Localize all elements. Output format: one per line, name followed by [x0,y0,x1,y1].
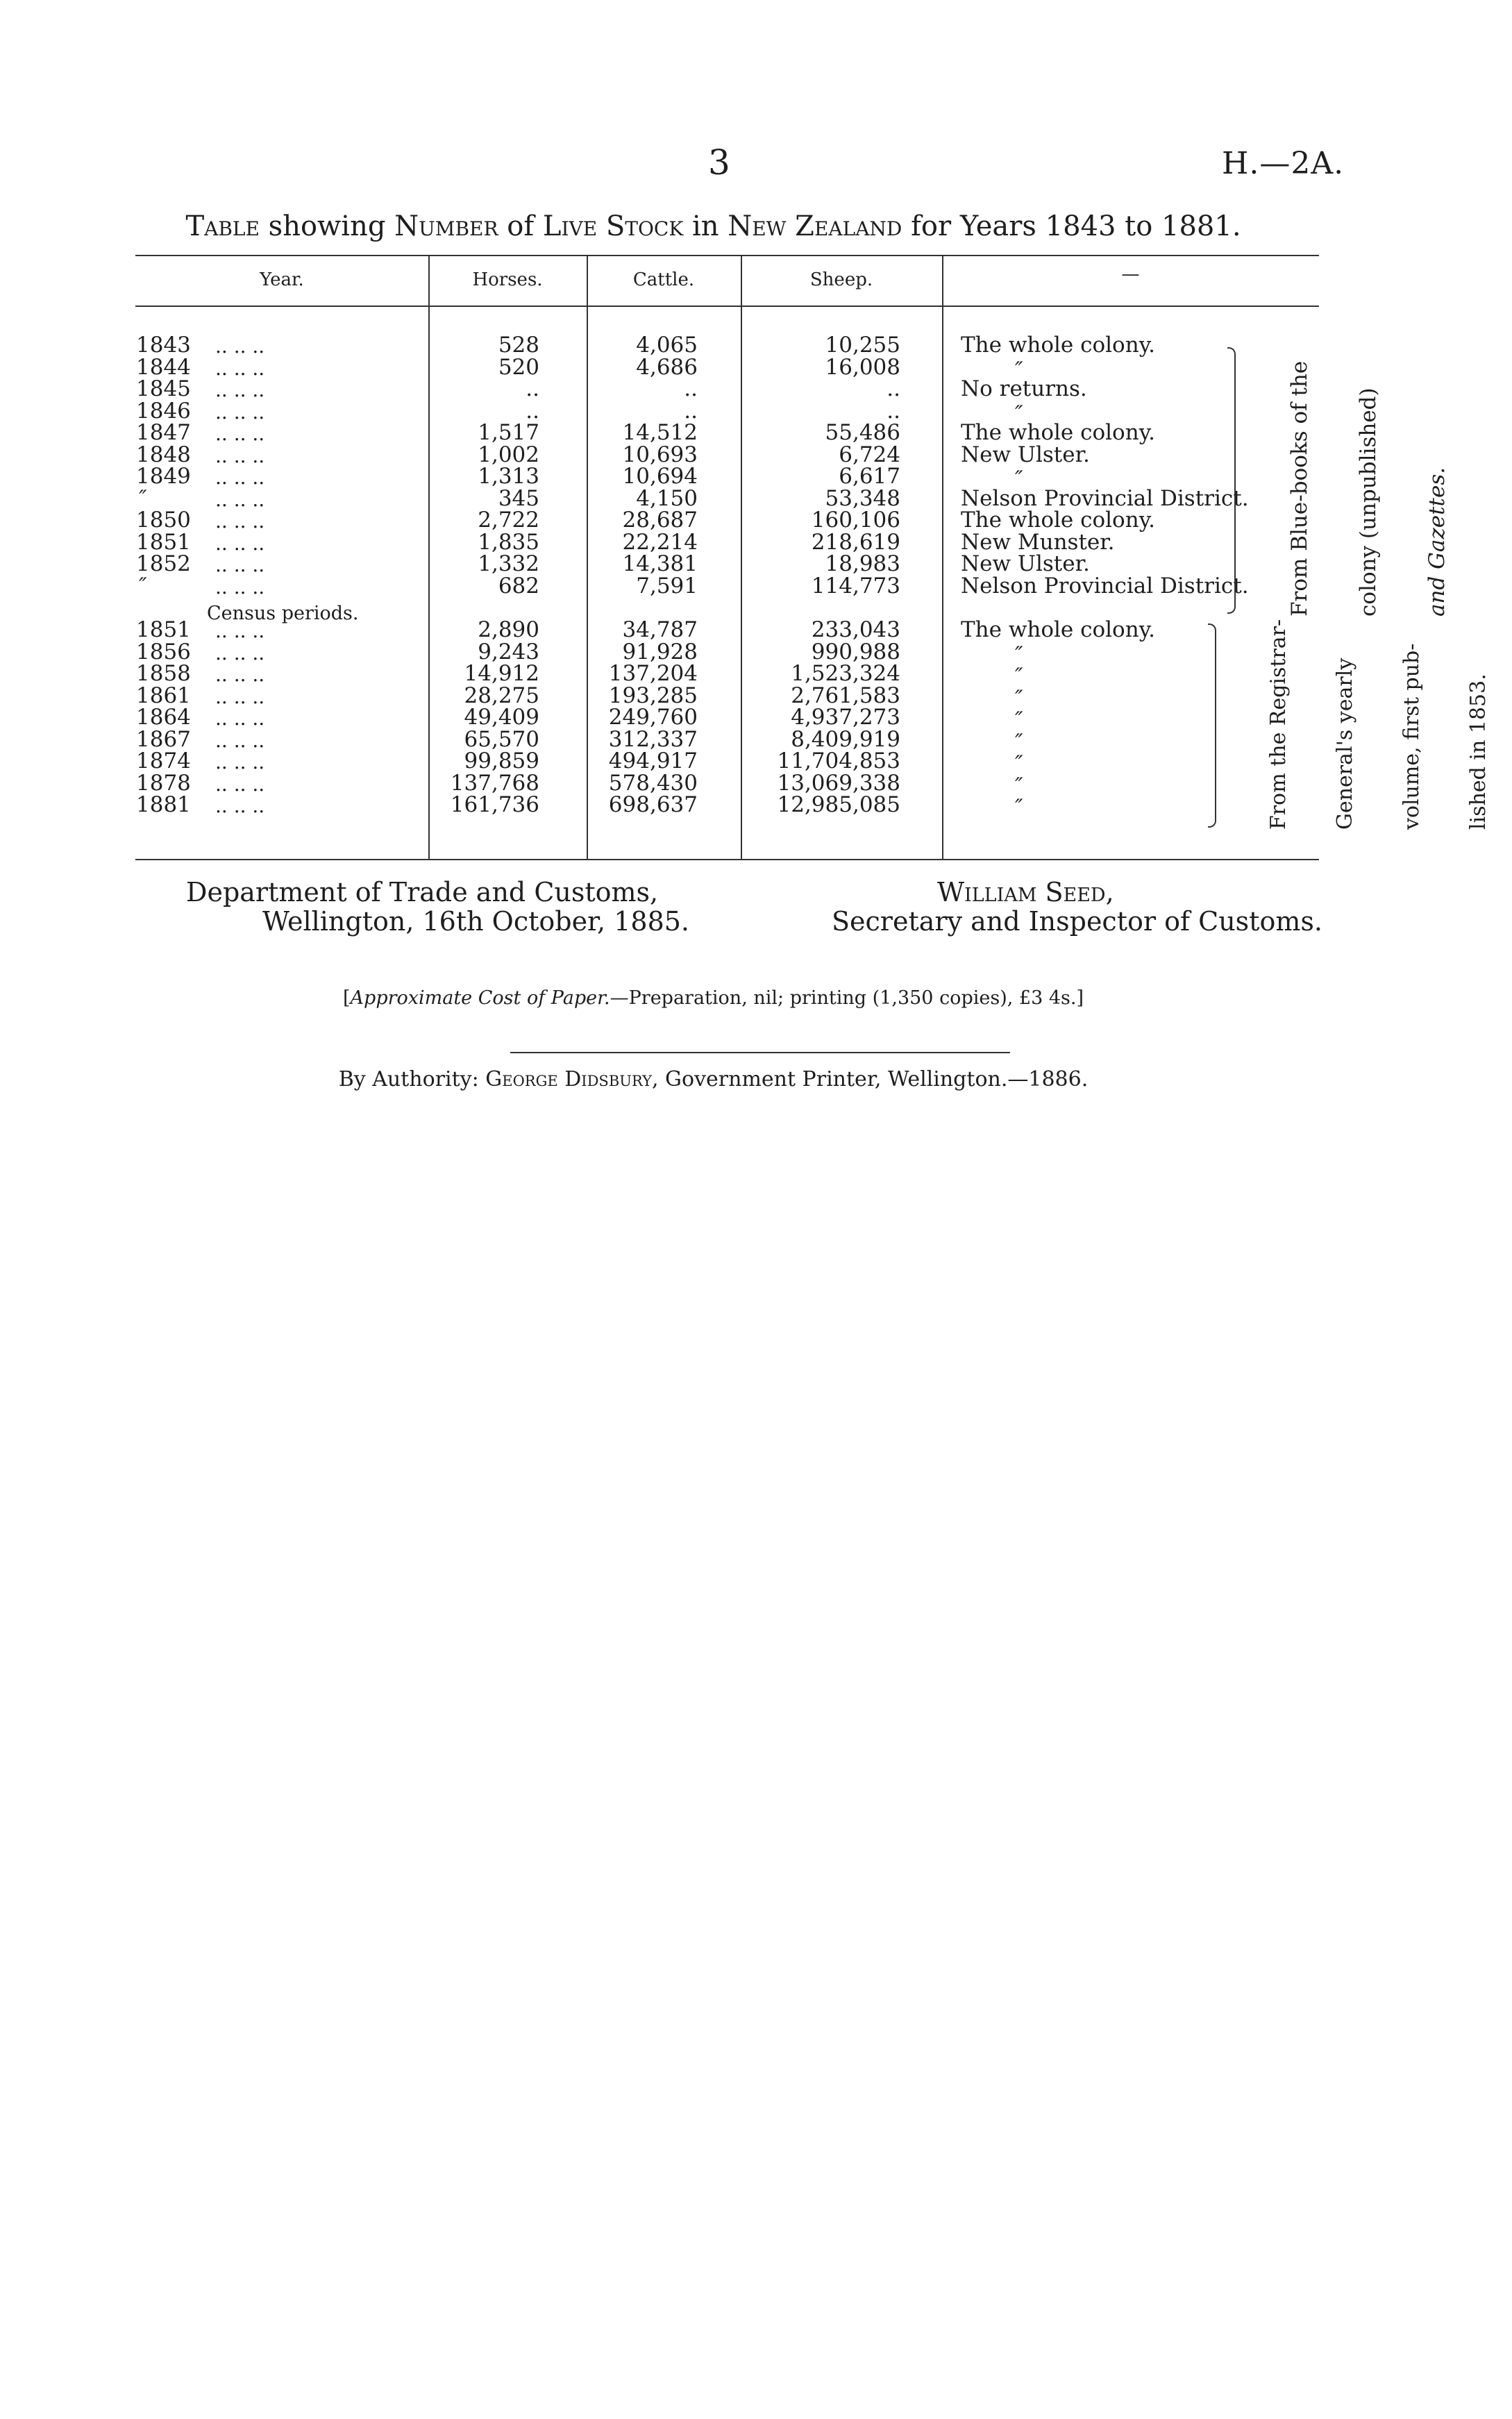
leader-dots: .. .. .. [215,531,265,555]
leader-dots: .. .. .. [215,685,265,708]
cattle-cell: 14,381 [622,551,698,576]
cattle-cell: 7,591 [636,573,698,599]
signatory-name: William Seed, [937,877,1114,907]
remark-cell: ″ [1015,751,1023,776]
cattle-cell: 193,285 [608,683,698,708]
leader-dots: .. .. .. [215,794,265,817]
cattle-cell: 494,917 [608,748,698,773]
brace-bluebooks [1227,347,1236,614]
leader-dots: .. .. .. [215,335,265,358]
remark-cell: The whole colony. [961,617,1155,642]
sheep-cell: 218,619 [811,529,900,555]
remark-cell: ″ [1015,642,1023,667]
sheep-cell: 12,985,085 [777,792,900,817]
horses-cell: .. [526,376,539,401]
remark-cell: ″ [1015,401,1023,426]
horses-cell: 137,768 [450,770,539,796]
title-part: showing [259,210,395,242]
horses-cell: 345 [498,485,539,511]
leader-dots: .. .. .. [215,510,265,533]
cattle-cell: 10,694 [622,464,698,489]
year-cell: ″ [139,573,147,599]
title-part: of [498,210,543,242]
table-bottom-rule [135,859,1319,860]
year-cell: 1864 [136,705,191,730]
leader-dots: .. .. .. [215,444,265,467]
horses-cell: 9,243 [478,639,539,664]
cattle-cell: 10,693 [622,442,698,467]
authority-suffix: , Government Printer, Wellington.—1886. [651,1067,1089,1091]
remark-cell: The whole colony. [961,420,1155,445]
sheep-cell: .. [887,398,900,424]
year-cell: 1850 [136,508,191,533]
horses-cell: 28,275 [464,683,539,708]
year-cell: 1843 [136,333,191,358]
year-cell: 1849 [136,464,191,489]
sheep-cell: 10,255 [825,333,900,358]
source-note-registrar [1223,619,1512,830]
sheep-cell: 2,761,583 [791,683,900,708]
leader-dots: .. .. .. [215,772,265,796]
cattle-cell: 4,065 [636,333,698,358]
sheep-cell: 6,617 [839,464,900,489]
year-cell: ″ [139,485,147,511]
leader-dots: .. .. .. [215,707,265,730]
title-part: Table [185,210,260,242]
cost-note-label: Approximate Cost of Paper. [350,987,610,1009]
remark-cell: ″ [1015,708,1023,733]
year-cell: 1847 [136,420,191,445]
sheep-cell: 6,724 [839,442,900,467]
horses-cell: 2,890 [478,617,539,642]
leader-dots: .. .. .. [215,663,265,686]
source-line: General's yearly [1333,658,1357,830]
year-cell: 1851 [136,617,191,642]
sheep-cell: 1,523,324 [791,661,900,686]
table-top-rule [135,255,1319,256]
horses-cell: 49,409 [464,705,539,730]
horses-cell: 1,835 [478,529,539,555]
source-line: lished in 1853. [1466,673,1490,830]
cattle-cell: 22,214 [622,529,698,555]
cattle-cell: 249,760 [608,705,698,730]
sheep-cell: 114,773 [811,573,900,599]
leader-dots: .. .. .. [215,751,265,773]
remark-cell: The whole colony. [961,333,1155,358]
sheep-cell: 11,704,853 [777,748,900,773]
remark-cell: New Ulster. [961,442,1090,467]
sheep-cell: 990,988 [811,639,900,664]
cost-note-text: —Preparation, nil; printing (1,350 copies), £3 4s. [610,987,1077,1009]
department-line-1: Department of Trade and Customs, [186,877,659,907]
year-cell: 1846 [136,398,191,424]
horses-cell: 682 [498,573,539,599]
horses-cell: 1,517 [478,420,539,445]
sheep-cell: 8,409,919 [791,726,900,752]
horses-cell: 528 [498,333,539,358]
year-cell: 1861 [136,683,191,708]
year-cell: 1858 [136,661,191,686]
sheep-cell: 16,008 [825,354,900,380]
brace-registrar [1208,623,1216,828]
horses-cell: 2,722 [478,508,539,533]
page-number: 3 [708,142,730,183]
remark-cell: Nelson Provincial District. [961,573,1249,599]
year-cell: 1848 [136,442,191,467]
leader-dots: .. .. .. [215,400,265,424]
source-line: volume, first pub- [1400,643,1424,830]
header-remarks: — [1121,264,1140,285]
header-cattle: Cattle. [632,269,695,290]
leader-dots: .. .. .. [215,728,265,752]
title-part: Live Stock [542,210,684,242]
printer-name: George Didsbury [485,1067,652,1091]
year-cell: 1878 [136,770,191,796]
cattle-cell: .. [684,398,698,424]
year-cell: 1852 [136,551,191,576]
document-code: H.—2A. [1222,146,1345,181]
title-part: Number [394,210,498,242]
sheep-cell: 55,486 [825,420,900,445]
remark-cell: ″ [1015,664,1023,689]
source-line: and Gazettes. [1425,467,1450,617]
year-cell: 1856 [136,639,191,664]
title-part: New Zealand [728,210,902,242]
cattle-cell: 4,150 [636,485,698,511]
remark-cell: ″ [1015,685,1023,711]
title-part: for Years 1843 to 1881. [902,210,1241,242]
year-cell: 1874 [136,748,191,773]
department-line-2: Wellington, 16th October, 1885. [262,906,689,937]
sheep-cell: .. [887,376,900,401]
remark-cell: ″ [1015,729,1023,755]
cattle-cell: .. [684,376,698,401]
remark-cell: Nelson Provincial District. [961,485,1249,511]
leader-dots: .. .. .. [215,619,265,642]
year-cell: 1867 [136,726,191,752]
horses-cell: 1,313 [478,464,539,489]
remark-cell: ″ [1015,467,1023,492]
source-line: From the Registrar- [1266,619,1291,830]
authority-prefix: By Authority: [338,1067,486,1091]
leader-dots: .. .. .. [215,553,265,576]
leader-dots: .. .. .. [215,575,265,599]
leader-dots: .. .. .. [215,641,265,664]
horses-cell: 1,332 [478,551,539,576]
cattle-cell: 312,337 [608,726,698,752]
cattle-cell: 34,787 [622,617,698,642]
year-cell: 1851 [136,529,191,555]
source-note-bluebooks [1243,361,1472,617]
remark-cell: ″ [1015,795,1023,820]
cattle-cell: 137,204 [608,661,698,686]
column-divider [942,255,943,859]
horses-cell: 1,002 [478,442,539,467]
source-line: colony (unpublished) [1356,387,1381,617]
horses-cell: .. [526,398,539,424]
cattle-cell: 14,512 [622,420,698,445]
leader-dots: .. .. .. [215,356,265,380]
horses-cell: 65,570 [464,726,539,752]
cattle-cell: 698,637 [608,792,698,817]
leader-dots: .. .. .. [215,487,265,511]
sheep-cell: 13,069,338 [777,770,900,796]
sheep-cell: 4,937,273 [791,705,900,730]
cattle-cell: 28,687 [622,508,698,533]
cattle-cell: 4,686 [636,354,698,380]
remark-cell: The whole colony. [961,508,1155,533]
remark-cell: No returns. [961,376,1087,401]
sheep-cell: 160,106 [811,508,900,533]
horses-cell: 520 [498,354,539,380]
cost-note: [Approximate Cost of Paper.—Preparation, nil; printing (1,350 copies), £3 4s.] [343,987,1084,1009]
remark-cell: ″ [1015,773,1023,798]
leader-dots: .. .. .. [215,466,265,489]
remark-cell: New Munster. [961,529,1115,555]
year-cell: 1844 [136,354,191,380]
header-horses: Horses. [472,269,543,290]
title-part: in [683,210,728,242]
cattle-cell: 91,928 [622,639,698,664]
leader-dots: .. .. .. [215,422,265,445]
horses-cell: 161,736 [450,792,539,817]
sheep-cell: 53,348 [825,485,900,511]
table-title [0,210,1427,242]
signatory-title: Secretary and Inspector of Customs. [832,906,1322,937]
remark-cell: ″ [1015,357,1023,383]
source-line: From Blue-books of the [1287,360,1312,617]
sheep-cell: 18,983 [825,551,900,576]
year-cell: 1881 [136,792,191,817]
horses-cell: 99,859 [464,748,539,773]
header-year: Year. [260,269,304,290]
year-cell: 1845 [136,376,191,401]
header-sheep: Sheep. [809,269,873,290]
horses-cell: 14,912 [464,661,539,686]
cattle-cell: 578,430 [608,770,698,796]
authority-rule [510,1052,1010,1053]
census-periods-label: Census periods. [207,603,359,624]
leader-dots: .. .. .. [215,378,265,401]
table-header-rule [135,305,1319,307]
authority-line [0,1067,1427,1091]
remark-cell: New Ulster. [961,551,1090,576]
sheep-cell: 233,043 [811,617,900,642]
